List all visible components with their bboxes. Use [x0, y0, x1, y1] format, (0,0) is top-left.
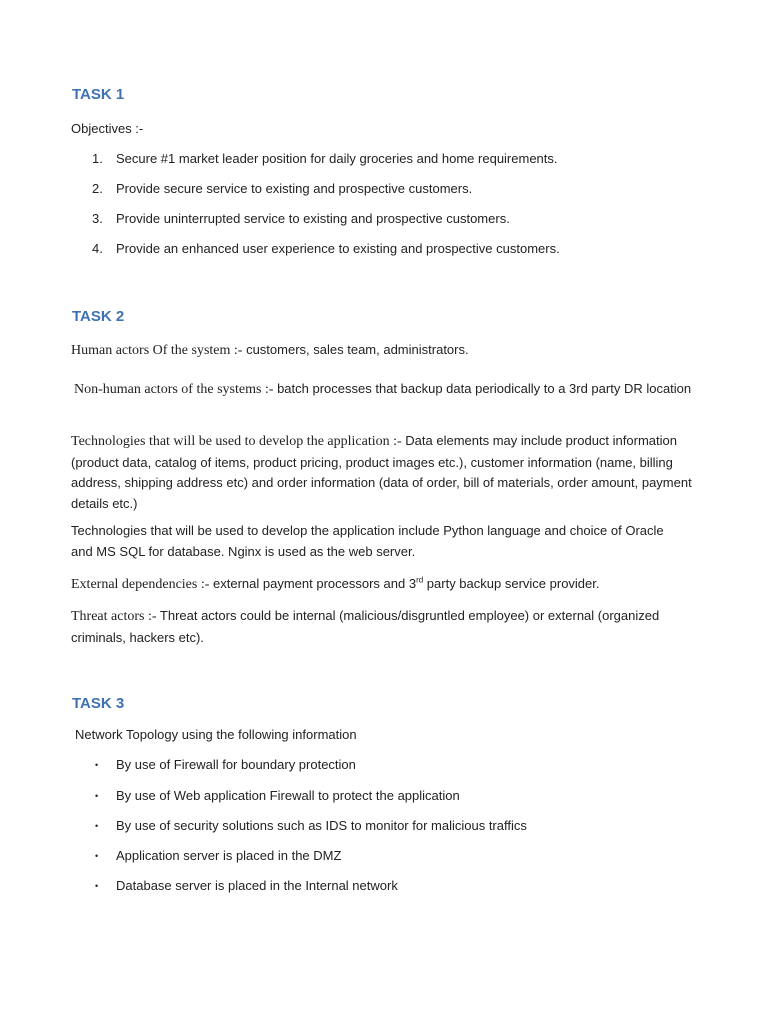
task3-heading: TASK 3: [72, 695, 125, 712]
objective-number: 3.: [92, 211, 103, 226]
human-actors-text: customers, sales team, administrators.: [242, 342, 469, 357]
technologies-label: Technologies that will be used to develop the application :-: [71, 434, 402, 449]
human-actors-label: Human actors Of the system :-: [71, 343, 243, 358]
list-item-text: Database server is placed in the Internal network: [116, 878, 398, 893]
objective-text: Secure #1 market leader position for daily groceries and home requirements.: [116, 151, 558, 166]
objective-number: 1.: [92, 151, 103, 166]
objectives-label: Objectives :-: [71, 121, 144, 136]
objective-text: Provide uninterrupted service to existing and prospective customers.: [116, 211, 510, 226]
threat-actors-text: Threat actors could be internal (malicious/disgruntled employee) or external (organized criminals, hackers etc).: [71, 608, 660, 645]
task2-heading: TASK 2: [72, 308, 125, 325]
objective-number: 4.: [92, 241, 103, 256]
bullet-icon: •: [95, 791, 99, 801]
list-item-text: By use of Web application Firewall to protect the application: [116, 788, 460, 803]
non-human-actors-text: batch processes that backup data periodically to a 3rd party DR location: [273, 381, 692, 396]
list-item-text: Application server is placed in the DMZ: [116, 848, 342, 863]
bullet-icon: •: [95, 821, 99, 831]
external-dependencies-paragraph: [71, 574, 701, 596]
technologies-paragraph: [71, 431, 693, 514]
technologies-paragraph-2: Technologies that will be used to develop the application include Python language and choice of Oracle and MS SQL for database. Nginx is used as the web server.: [71, 523, 664, 559]
external-dependencies-label: External dependencies :-: [71, 577, 210, 592]
objective-text: Provide secure service to existing and prospective customers.: [116, 181, 473, 196]
bullet-icon: •: [95, 851, 99, 861]
non-human-actors-paragraph: [74, 379, 694, 401]
bullet-icon: •: [95, 881, 99, 891]
non-human-actors-label: Non-human actors of the systems :-: [74, 382, 274, 397]
network-topology-intro: Network Topology using the following information: [75, 727, 357, 742]
technologies-text: Data elements may include product information (product data, catalog of items, product pricing, product images etc.), customer information (name, billing address, shipping address etc) and order information (data of order, bill of materials, order amount, payment details etc.): [71, 433, 692, 511]
threat-actors-label: Threat actors :-: [71, 609, 157, 624]
list-item-text: By use of Firewall for boundary protection: [116, 757, 356, 772]
bullet-icon: •: [95, 760, 99, 770]
task1-heading: TASK 1: [72, 86, 125, 103]
objective-text: Provide an enhanced user experience to existing and prospective customers.: [116, 241, 560, 256]
human-actors-paragraph: [71, 340, 701, 362]
list-item-text: By use of security solutions such as IDS to monitor for malicious traffics: [116, 818, 527, 833]
objective-number: 2.: [92, 181, 103, 196]
external-dependencies-text-end: party backup service provider.: [423, 576, 600, 591]
threat-actors-paragraph: [71, 606, 677, 648]
ordinal-suffix: rd: [416, 575, 424, 585]
external-dependencies-text: external payment processors and 3: [209, 576, 417, 591]
